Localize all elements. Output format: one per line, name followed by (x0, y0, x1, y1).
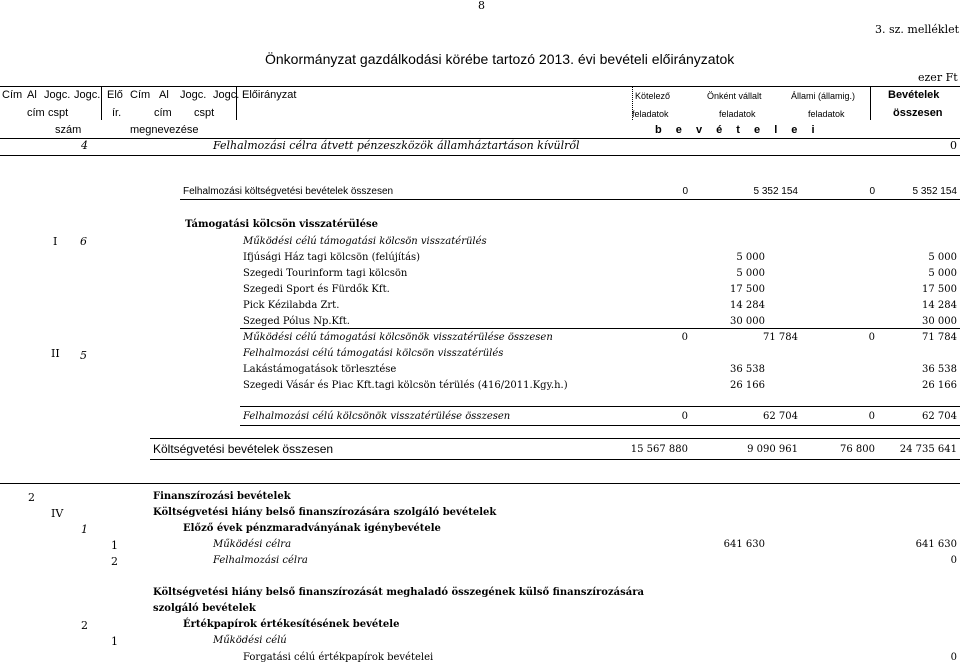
row-label: Értékpapírok értékesítésének bevétele (183, 619, 400, 630)
row-label: Működési célú (213, 635, 287, 646)
row-label: Költségvetési bevételek összesen (153, 442, 334, 456)
cell-kotelezo: 0 (681, 411, 688, 422)
unit-label: ezer Ft (918, 71, 958, 84)
header-megnevezes: megnevezése (130, 124, 199, 136)
cell-onkent: 5 000 (736, 252, 765, 263)
row-label: Költségvetési hiány belső finanszírozására szolgáló bevételek (153, 507, 497, 518)
row-label: Támogatási kölcsön visszatérülése (185, 219, 378, 230)
row-label: Működési célú támogatási kölcsönök visszatérülése összesen (243, 332, 553, 343)
row-code: 2 (111, 555, 118, 568)
row-label: Lakástámogatások törlesztése (243, 364, 397, 375)
cell-total: 17 500 (922, 284, 957, 295)
cell-total: 24 735 641 (899, 444, 957, 455)
cell-total: 0 (950, 652, 957, 663)
row-label-cont: szolgáló bevételek (153, 603, 256, 614)
row-label: Ifjúsági Ház tagi kölcsön (felújítás) (243, 252, 421, 263)
row-label: Felhalmozási költségvetési bevételek összesen (183, 186, 394, 197)
header-onkent: Önként vállalt (707, 91, 762, 101)
cell-onkent: 14 284 (730, 300, 765, 311)
cell-total: 5 000 (928, 268, 957, 279)
cell-kotelezo: 0 (681, 332, 688, 343)
row-label: Felhalmozási célú támogatási kölcsön visszatérülés (243, 348, 504, 359)
row-code: 1 (111, 635, 118, 648)
row-label: Finanszírozási bevételek (153, 491, 291, 502)
cell-onkent: 62 704 (763, 411, 798, 422)
cell-onkent: 36 538 (730, 364, 765, 375)
row-label: Felhalmozási célú kölcsönök visszatérülése összesen (243, 411, 511, 422)
cell-onkent: 9 090 961 (747, 444, 798, 455)
row-code: 4 (81, 139, 88, 152)
header-bevetelek: Bevételek (888, 89, 940, 101)
row-label: Szegedi Vásár és Piac Kft.tagi kölcsön térülés (416/2011.Kgy.h.) (243, 380, 568, 391)
row-code: 2 (81, 619, 88, 632)
cell-onkent: 5 000 (736, 268, 765, 279)
cell-allami: 0 (868, 332, 875, 343)
row-label: Szeged Pólus Np.Kft. (243, 316, 350, 327)
cell-onkent: 26 166 (730, 380, 765, 391)
row-label: Előző évek pénzmaradványának igénybevétele (183, 523, 441, 534)
cell-kotelezo: 15 567 880 (630, 444, 688, 455)
row-label: Szegedi Tourinform tagi kölcsön (243, 268, 408, 279)
cell-onkent: 30 000 (730, 316, 765, 327)
row-total: 0 (950, 139, 957, 152)
row-code: IV (51, 507, 64, 520)
cell-total: 0 (950, 555, 957, 566)
row-code: I (53, 235, 58, 248)
row-code: 1 (81, 523, 88, 536)
header-bevetelei: b e v é t e l e i (655, 124, 818, 136)
cell-allami: 76 800 (840, 444, 875, 455)
page-number: 8 (478, 0, 485, 12)
header-kotelezo2: feladatok (632, 109, 669, 119)
cell-total: 5 352 154 (912, 186, 957, 197)
cell-onkent: 641 630 (723, 539, 765, 550)
header-osszesen: összesen (893, 107, 943, 119)
row-label: Pick Kézilabda Zrt. (243, 300, 340, 311)
cell-total: 36 538 (922, 364, 957, 375)
annex-label: 3. sz. melléklet (875, 23, 960, 36)
cell-total: 71 784 (922, 332, 957, 343)
header-allami2: feladatok (808, 109, 845, 119)
row-code: 2 (28, 491, 35, 504)
cell-kotelezo: 0 (682, 186, 688, 197)
cell-total: 5 000 (928, 252, 957, 263)
cell-allami: 0 (869, 186, 875, 197)
cell-onkent: 17 500 (730, 284, 765, 295)
header-szam: szám (55, 124, 82, 136)
cell-total: 26 166 (922, 380, 957, 391)
row-label: Forgatási célú értékpapírok bevételei (243, 652, 434, 663)
cell-onkent: 71 784 (763, 332, 798, 343)
row-label: Felhalmozási célra (213, 555, 308, 566)
row-code: 6 (80, 235, 87, 248)
row-label: Felhalmozási célra átvett pénzeszközök államháztartáson kívülről (213, 139, 580, 152)
cell-total: 14 284 (922, 300, 957, 311)
row-code: 5 (80, 349, 87, 362)
row-label: Működési célú támogatási kölcsön visszatérülés (243, 236, 487, 247)
row-code: II (51, 347, 60, 360)
row-label: Működési célra (213, 539, 292, 550)
header-allami: Állami (államig.) (791, 91, 856, 101)
header-onkent2: feladatok (719, 109, 756, 119)
header-kotelezo: Kötelező (635, 91, 671, 101)
row-label: Költségvetési hiány belső finanszírozását meghaladó összegének külső finanszírozására (153, 587, 644, 598)
page-title: Önkormányzat gazdálkodási körébe tartozó 2013. évi bevételi előirányzatok (265, 51, 735, 67)
cell-total: 62 704 (922, 411, 957, 422)
cell-total: 30 000 (922, 316, 957, 327)
row-label: Szegedi Sport és Fürdők Kft. (243, 284, 390, 295)
cell-onkent: 5 352 154 (753, 186, 798, 197)
cell-allami: 0 (868, 411, 875, 422)
row-code: 1 (111, 539, 118, 552)
cell-total: 641 630 (915, 539, 957, 550)
